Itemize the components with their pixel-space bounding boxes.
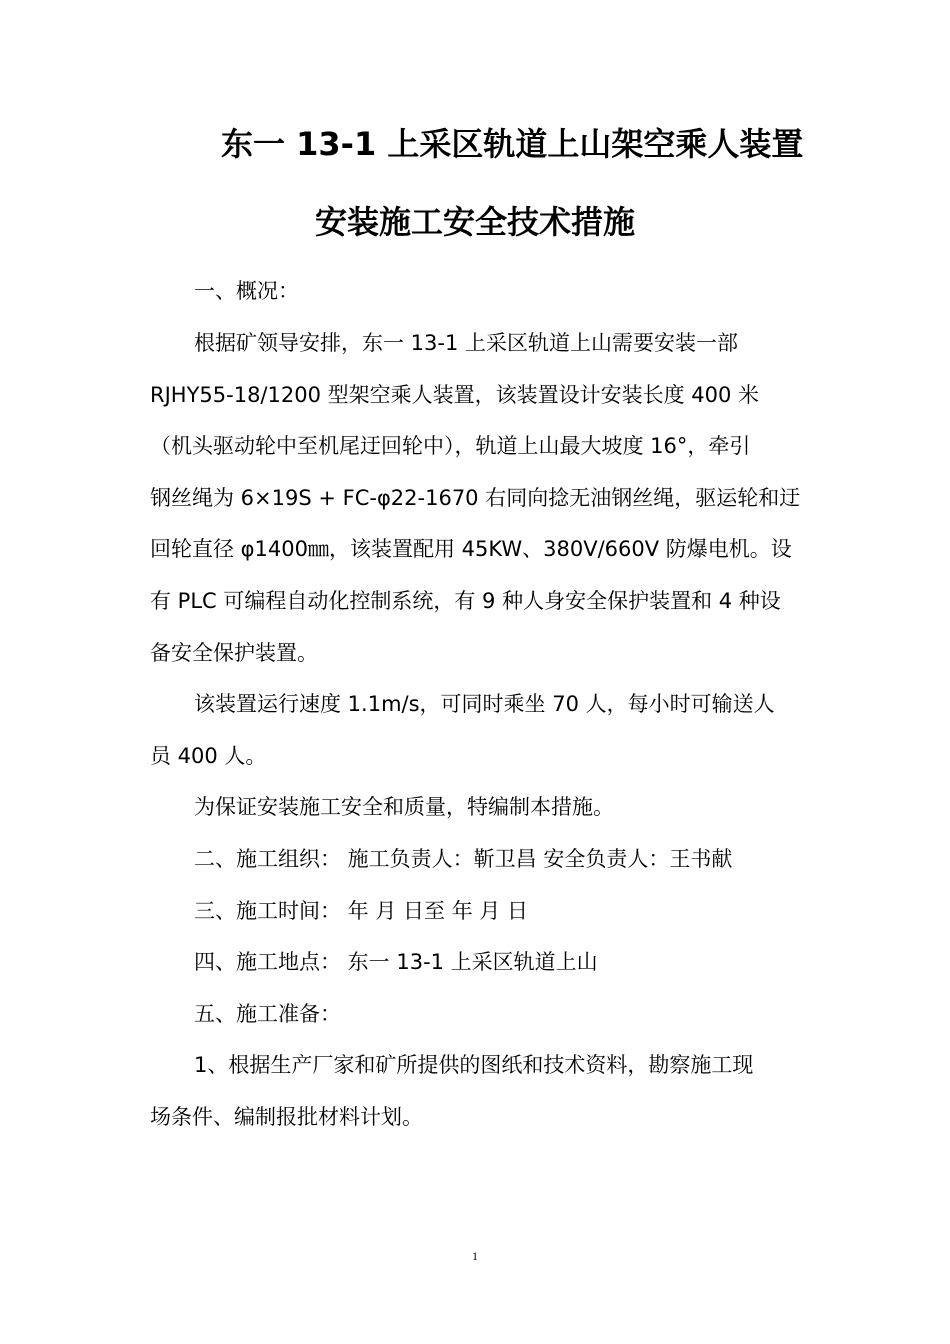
section-heading-organization: 二、施工组织： 施工负责人：靳卫昌 安全负责人：王书献 (194, 847, 733, 871)
paragraph-line: （机头驱动轮中至机尾迂回轮中），轨道上山最大坡度 16°，牵引 (150, 434, 751, 458)
section-heading-location: 四、施工地点： 东一 13-1 上采区轨道上山 (194, 950, 598, 974)
paragraph-line: 员 400 人。 (150, 744, 267, 768)
document-title-line-1: 东一 13-1 上采区轨道上山架空乘人装置 (221, 125, 804, 163)
paragraph-line: 根据矿领导安排，东一 13-1 上采区轨道上山需要安装一部 (194, 331, 739, 355)
paragraph-line: RJHY55-18/1200 型架空乘人装置，该装置设计安装长度 400 米 (150, 383, 760, 407)
section-heading-overview: 一、概况： (194, 279, 299, 303)
paragraph-line: 回轮直径 φ1400㎜，该装置配用 45KW、380V/660V 防爆电机。设 (150, 537, 792, 561)
document-title-line-2: 安装施工安全技术措施 (314, 203, 635, 241)
paragraph-line: 钢丝绳为 6×19S + FC-φ22-1670 右同向捻无油钢丝绳，驱运轮和迂 (150, 486, 801, 510)
paragraph-line: 备安全保护装置。 (150, 641, 318, 665)
section-heading-preparation: 五、施工准备： (194, 1002, 341, 1026)
paragraph-line: 该装置运行速度 1.1m/s，可同时乘坐 70 人，每小时可输送人 (194, 692, 775, 716)
paragraph-line: 1、根据生产厂家和矿所提供的图纸和技术资料，勘察施工现 (194, 1053, 754, 1077)
page-number: 1 (472, 1249, 478, 1263)
section-heading-time: 三、施工时间： 年 月 日至 年 月 日 (194, 899, 529, 923)
paragraph-line: 为保证安装施工安全和质量，特编制本措施。 (194, 795, 614, 819)
paragraph-line: 场条件、编制报批材料计划。 (150, 1105, 423, 1129)
paragraph-line: 有 PLC 可编程自动化控制系统，有 9 种人身安全保护装置和 4 种设 (150, 589, 781, 613)
